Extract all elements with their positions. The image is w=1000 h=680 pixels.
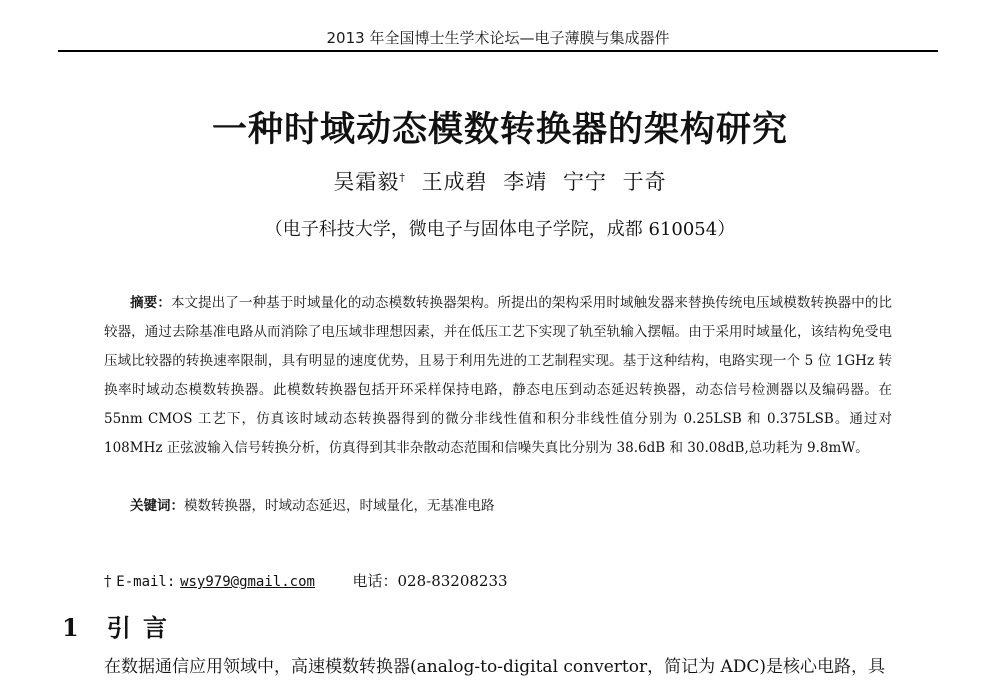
abstract-label: 摘要： <box>130 295 171 311</box>
author-3: 李靖 <box>503 170 548 194</box>
author-2: 王成碧 <box>421 170 488 194</box>
author-list <box>0 166 1000 196</box>
keywords-text: 模数转换器，时域动态延迟，时域量化，无基准电路 <box>184 498 495 514</box>
phone-number: 028-83208233 <box>397 572 508 590</box>
section-number: 1 <box>62 613 81 642</box>
footnote-mark: † <box>104 572 112 590</box>
author-5: 于奇 <box>622 170 667 194</box>
abstract-text: 本文提出了一种基于时域量化的动态模数转换器架构。所提出的架构采用时域触发器来替换传统电压域模数转换器中的比较器，通过去除基准电路从而消除了电压域非理想因素，并在低压工艺下实现了轨至轨输入摆幅。由于采用时域量化，该结构免受电压域比较器的转换速率限制，具有明显的速度优势，且易于利用先进的工艺制程实现。基于这种结构，电路实现一个 5 位 1GHz 转换率时域动态模数转换器。此模数转换器包括开环采样保持电路，静态电压到动态延迟转换器，动态信号检测器以及编码器。在 55nm CMOS 工艺下，仿真该时域动态转换器得到的微分非线性值和积分非线性值分别为 0.25LSB 和 0.375LSB。通过对 108MHz 正弦波输入信号转换分析，仿真得到其非杂散动态范围和信噪失真比分别为 38.6dB 和 30.08dB,总功耗为 9.8mW。 <box>104 295 893 456</box>
running-header: 2013 年全国博士生学术论坛—电子薄膜与集成器件 <box>326 29 670 47</box>
email-label: E-mail: <box>116 574 176 590</box>
abstract <box>104 289 892 463</box>
phone-label: 电话： <box>352 572 398 590</box>
email-link[interactable]: wsy979@gmail.com <box>180 574 315 590</box>
keywords <box>130 494 890 514</box>
author-4: 宁宁 <box>562 170 607 194</box>
section-title: 引 言 <box>106 613 170 642</box>
keywords-label: 关键词： <box>130 498 184 514</box>
author-footnote-mark: † <box>399 171 406 184</box>
author-1 <box>333 170 406 194</box>
footnote <box>104 570 508 591</box>
header-rule <box>58 50 938 52</box>
section-heading <box>62 608 169 643</box>
affiliation: （电子科技大学，微电子与固体电子学院，成都 610054） <box>264 219 736 240</box>
body-paragraph: 在数据通信应用领域中，高速模数转换器(analog-to-digital convertor，简记为 ADC)是核心电路，具 <box>104 657 886 677</box>
author-name: 吴霜毅 <box>333 170 400 194</box>
paper-title: 一种时域动态模数转换器的架构研究 <box>211 110 788 150</box>
